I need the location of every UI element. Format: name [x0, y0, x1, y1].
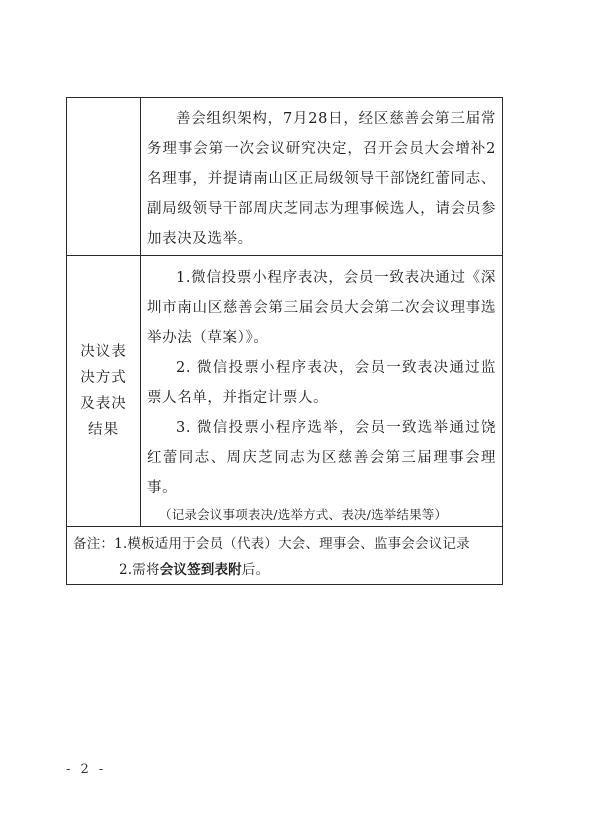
- table-row-resolution: [67, 256, 503, 527]
- remark-line-1: 备注：1.模板适用于会员（代表）大会、理事会、监事会会议记录: [73, 536, 470, 552]
- resolution-item-1: 1.微信投票小程序表决，会员一致表决通过《深圳市南山区慈善会第三届会员大会第二次会议理事选举办法（草案）》。: [147, 270, 496, 346]
- resolution-guidance-note: （记录会议事项表决/选举方式、表决/选举结果等）: [159, 507, 448, 522]
- resolution-content-cell: [141, 256, 503, 527]
- label-cell-empty: [67, 98, 141, 256]
- resolution-item-3: 3. 微信投票小程序选举，会员一致选举通过饶红蕾同志、周庆芝同志为区慈善会第三届理事会理事。: [147, 420, 496, 496]
- remarks-cell: [67, 527, 503, 585]
- agenda-content-cell: [141, 98, 503, 256]
- remark-line-2-bold: 会议签到表附: [159, 562, 242, 578]
- table-row-remarks: [67, 527, 503, 585]
- agenda-paragraph: 善会组织架构，7月28日，经区慈善会第三届常务理事会第一次会议研究决定，召开会员大会增补2名理事，并提请南山区正局级领导干部饶红蕾同志、副局级领导干部周庆芝同志为理事候选人，请会员参加表决及选举。: [147, 111, 496, 247]
- page-number: - 2 -: [66, 762, 107, 777]
- resolution-label: 决议表决方式及表决结果: [80, 344, 127, 438]
- meeting-record-table: [66, 97, 503, 585]
- remark-line-2: [73, 557, 496, 583]
- remark-line-2-suffix: 后。: [241, 562, 270, 578]
- resolution-label-cell: [67, 256, 141, 527]
- resolution-item-2: 2. 微信投票小程序表决，会员一致表决通过监票人名单，并指定计票人。: [147, 360, 496, 406]
- table-row-agenda-continued: [67, 98, 503, 256]
- remark-line-2-prefix: 2.需将: [119, 562, 160, 578]
